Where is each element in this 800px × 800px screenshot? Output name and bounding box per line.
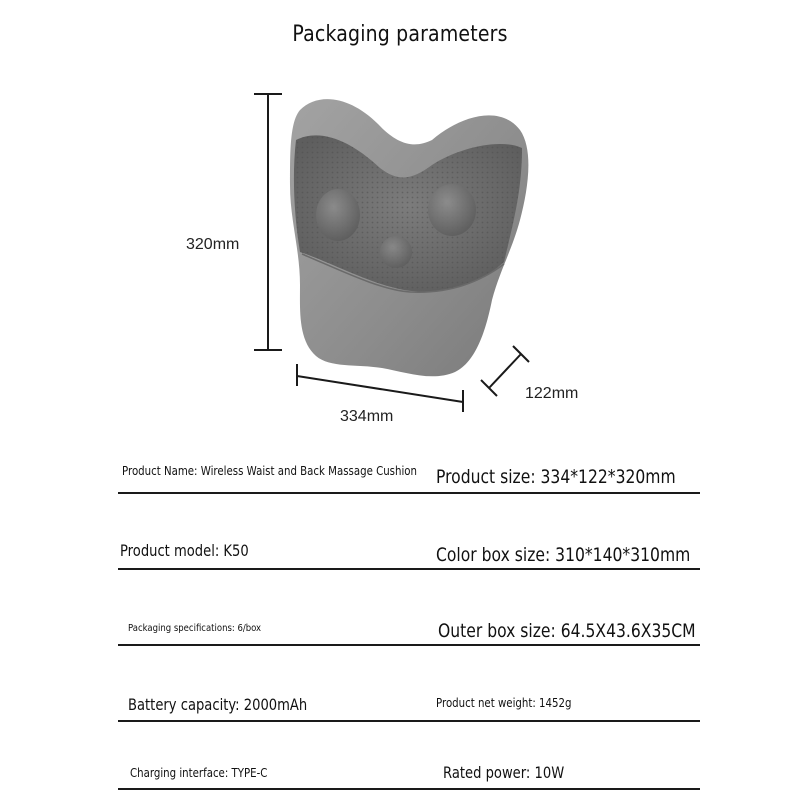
spec-battery-capacity: Battery capacity: 2000mAh: [128, 695, 308, 714]
spec-row-4: [118, 682, 700, 722]
spec-rated-power: Rated power: 10W: [443, 763, 565, 782]
massage-cushion-image: [290, 99, 528, 376]
spec-row-2: [118, 530, 700, 570]
depth-dimension-line: [481, 346, 529, 396]
depth-dimension-label: 122mm: [525, 385, 579, 402]
height-dimension-line: [254, 94, 282, 350]
page-title: Packaging parameters: [292, 22, 508, 47]
height-dimension-label: 320mm: [186, 236, 240, 253]
spec-row-5: [118, 756, 700, 790]
width-dimension-label: 334mm: [340, 408, 394, 425]
spec-product-name: Product Name: Wireless Waist and Back Massage Cushion: [122, 464, 418, 478]
spec-charging-interface: Charging interface: TYPE-C: [130, 766, 268, 780]
spec-packaging-specifications: Packaging specifications: 6/box: [128, 623, 262, 634]
spec-product-size: Product size: 334*122*320mm: [436, 466, 676, 488]
spec-product-model: Product model: K50: [120, 541, 249, 560]
spec-row-1: [118, 452, 700, 494]
spec-color-box-size: Color box size: 310*140*310mm: [436, 544, 691, 566]
spec-outer-box-size: Outer box size: 64.5X43.6X35CM: [438, 620, 696, 642]
spec-net-weight: Product net weight: 1452g: [436, 696, 572, 710]
spec-row-3: [118, 606, 700, 646]
